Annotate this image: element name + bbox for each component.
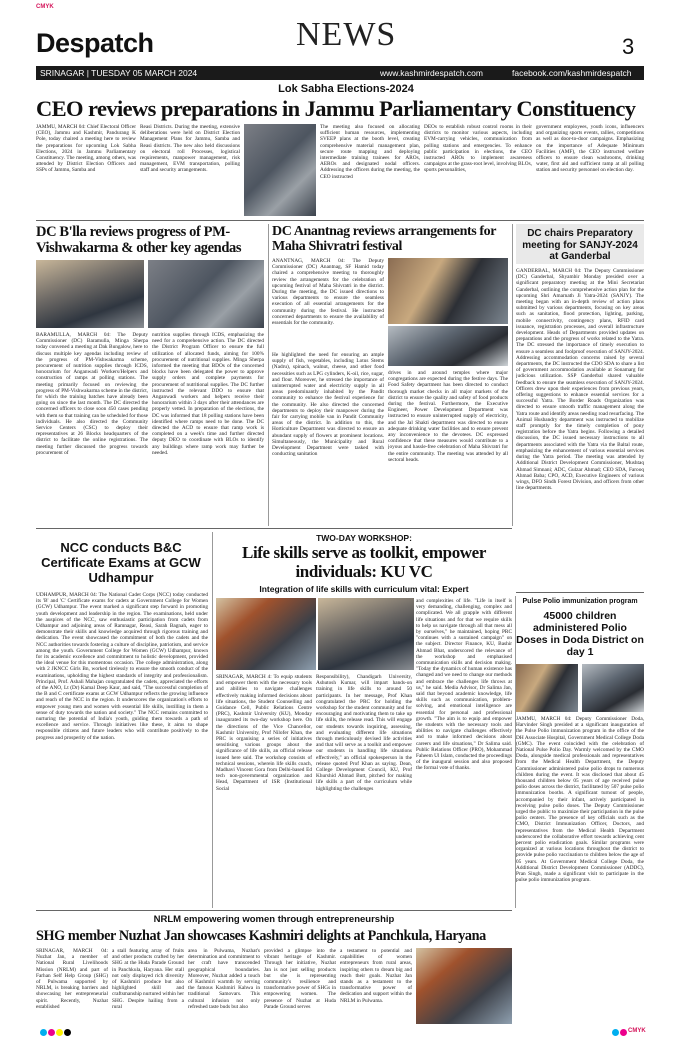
rule-ganderbal xyxy=(516,592,644,593)
polio-photo-1 xyxy=(516,664,578,712)
lead-col-4: DEOs to establish robust control rooms in their districts to monitor various aspects, including EVM-carrying vehicles, communication from polling stations and emergencies. To enhance public participation in elections, the CEO instructed AROs to implement awareness campaigns at the grass-root level, involving BLOs, sports personalities, xyxy=(424,124,532,174)
facebook-link[interactable]: facebook.com/kashmirdespatch xyxy=(512,68,632,78)
divider-baramulla xyxy=(268,224,269,526)
anantnag-col-1b: He highlighted the need for ensuring an ample supply of fish, vegetables, including Lotus Stems (Nadru), spinach, walnut, cheese, and other food necessities such as LPG cylinders, K-oil, rice, sugar, and flour. Moreover, he stressed the importance of uninterrupted water and electricity supply in all areas predominantly inhabited by the Pandit community to enhance the festival experience for the community. He also directed the concerned departments to deploy their manpower during the fair for carrying mobile van in Pandit Community areas of the district. In addition to this, the Horticulture Department was directed to ensure an abundant supply of flowers at prominent locations. Simultaneously, the Municipality and Rural Development Department were tasked with conducting sanitation xyxy=(272,352,384,458)
shg-col-2: a stall featuring array of fruits and other products crafted by her SHG at the Huda Parade Ground in Panchkula, Haryana. Her stall not only displayed rich diversity of Kashmiri produce but also highlighted skill and craftsmanship nurtured within her SHG. Despite hailing from a rural xyxy=(112,948,184,1010)
polio-photo-2 xyxy=(582,664,644,712)
kuvc-col-3: and complexities of life. "Life in itself is very demanding, challenging, complex and complicated. We all grapple with different life situations and for that we require skills to help us navigate through all that mess all by ourselves," he maintained, hoping PRC "continues with a sustained campaign" on the subject. Director Finance, KU, Bashir Ahmad Bhat, underscored the relevance of the workshop and emphasised communication skills and decision making. "Today the dynamics of human existence has changed and we need to change our methods and embrace the challenges life throws at us," he said. Media Advisor, Dr Salima Jan, said that beyond academic knowledge, life skills such as communication, problem-solving, and emotional intelligence are essential for personal and professional growth. "The aim is to equip and empower the students with the necessary tools and abilities to navigate challenges effectively and to make informed decisions about careers and life situations," Dr Salima said. Public Relations Officer (PRO), Mohammad Faheem Ul Islam, conducted the proceedings of the inaugural session and also proposed the formal vote of thanks. xyxy=(416,598,512,772)
lead-col-2: Reasi Districts. During the meeting, extensive deliberations were held on District Election Management Plans for Jammu, Samba and Reasi districts. The new also held discussions on electoral roll Processes, logistical requirements, manpower management, risk management, EVM transportation, polling staff and security arrangements. xyxy=(140,124,240,174)
kuvc-col-1: SRINAGAR, MARCH 4: To equip students and empower them with the necessary tools and abilities to navigate challenges effectively making informed decisions about life situations, the Student Counselling and Guidance Cell, Public Relations Centre (PRC), Kashmir University (KU), Monday inaugurated its two-day workshop here. On the directions of the Vice Chancellor, Kashmir University, Prof Nilofer Khan, the PRC is organising a series of initiatives sensitising various groups about the significance of life skills, an official release issued here said. The workshop consists of technical sessions, wherein life skills coach, Madhavi Vincent Gora from Delhi-based Ed tech non-governmental organization and Head, Department of ISR (Institutional Social xyxy=(216,674,312,792)
polio-body: JAMMU, MARCH 04: Deputy Commissioner Doda, Harvinder Singh presided at a significant inauguration of the Pulse Polio immunization program in the office of the DH Associate Hospital, Government Medical College Doda (GMC). The event coincided with the celebration of National Pulse Polio Day. Warmly welcomed by the CMO Doda, alongside medical professionals and representatives from the Medical Health Department, the Deputy Commissioner administered pulse polio drops to numerous children during the event. It was disclosed that about 45 thousand children below 05 years of age received pulse polio doses across the district, facilitated by 507 pulse polio immunization booths. A significant turnout of people, accompanied by their infant, actively participated in receiving pulse polio doses. The Deputy Commissioner urged the public to maximize their participation in the pulse polio centers. The presence of key officials such as the CMO, District Immunization Officer, Doctors, and representatives from the Medical Health Department underscored the collaborative effort towards achieving cent percent polio eradication goals. Similar programs were organized at various locations throughout the district to provide pulse polio vaccination to children below the age of 05 years. At Government Medical College Doda, the Additional District Development Commissioner (ADDC), Pran Singh, made a significant visit to participate in the pulse polio immunization program. xyxy=(516,716,644,884)
masthead-section: NEWS xyxy=(296,16,397,53)
kuvc-kicker: TWO-DAY WORKSHOP: xyxy=(316,533,412,543)
ncc-body: UDHAMPUR, MARCH 04: The National Cadet Corps (NCC) today conducted its 'B' and 'C' Certificate exams for cadets at Government College for Women (GCW) Udhampur. The event marked a significant step forward in promoting youth development and leadership in the region. The examinations, held under the auspices of the NCC, saw enthusiastic participation from cadets from Udhampur and adjoining areas of Ramnagar, Reasi, Sarah Bagnah, eager to demonstrate their skills and knowledge acquired through rigorous training and dedication. The event showcased the commitment of both the cadets and the NCC authorities towards fostering a culture of discipline, patriotism, and service among the youth. Government College for Women (GCW) Udhampur, known for its academic excellence and commitment to holistic development, provided the ideal venue for this momentous occasion. The college administration, along with 2 JKNCC Girls Bn, worked tirelessly to ensure the smooth conduct of the examinations, upholding the highest standards of integrity and professionalism. Principal, Prof. Ashali Mahajan congratulated the cadets, appreciated the efforts of the ANO, Lt (Dr) Kamal Deep Kaur, and said, "The successful completion of the B and C certificate exams at GCW Udhampur reflects the growing influence and reach of the NCC in the region. It underscores the organization's efforts to empower young men and women with essential life skills, instilling in them a sense of duty towards the nation and society." The NCC remains committed to nurturing the potential of India's youth, guiding them towards a path of excellence and service. Through initiatives like these, it aims to shape responsible citizens and future leaders who will contribute positively to the progress and prosperity of the nation. xyxy=(36,592,208,741)
shg-headline: SHG member Nuzhat Jan showcases Kashmiri delights at Panchkula, Haryana xyxy=(36,928,486,944)
masthead-page-number: 3 xyxy=(622,34,635,59)
anantnag-photo-2 xyxy=(388,326,508,366)
lead-col-1: JAMMU, MARCH 04: Chief Electoral Officer (CEO), Jammu and Kashmir, Pandurang K Pole, today chaired a meeting here to review the preparations for upcoming Lok Sabha Elections, 2024 in Jammu Parliamentary Constituency. The meeting, among others, was attended by District Election Officers and SSPs of Jammu, Samba and xyxy=(36,124,136,174)
kuvc-photo-2 xyxy=(318,598,414,670)
baramulla-col-1: BARAMULLA, MARCH 04: The Deputy Commissioner (DC) Baramulla, Minga Sherpa today convened a meeting at Dak Bungalow, here to discuss multiple key agendas including review of the progress of PM-Vishwakarma scheme, procurement of nutrition supplies through ICDS, honorarium for Anganwadi Workers/Helpers and construction of ramps at polling stations. The meeting primarily focused on reviewing the progress of PM-Vishwakarma scheme in the district, for which the training batches have already been going on since the last month. The DC directed the concerned officers to close soon 450 cases pending with them so that training can be scheduled for those individuals. He also directed the Community Service Centers (CSC) to deploy their representatives at 26 Blocks headquarters of the district to facilitate the online registrations. The meeting further discussed the progress towards procurement of xyxy=(36,332,148,456)
shg-col-3: area in Pulwama, Nuzhat's determination and commitment to her craft have transcended geographical boundaries. Moreover, Nuzhat added a touch of Kashmiri warmth by serving the famous Kashmiri Kahwa in traditional Samovars. This cultural infusion not only refreshed taste buds but also xyxy=(188,948,260,1010)
anantnag-col-1a: ANANTNAG, MARCH 04: The Deputy Commissioner (DC) Anantnag, SF Hamid today chaired a comprehensive meeting to thoroughly review the arrangements for the celebration of upcoming festival of Maha Shivratri in the district. During the meeting, the DC issued directions to various departments to ensure the seamless execution of all essential arrangements for the community during the festival. He instructed concerned departments to ensure the availability of essentials for the community. xyxy=(272,258,384,327)
ncc-headline: NCC conducts B&C Certificate Exams at GCW Udhampur xyxy=(41,540,201,585)
shg-col-5: a testament to potential and capabilities of women entrepreneurs from rural areas, inspiring others to dream big and reach their goals. Nuzhat Jan stands as a testament to the transformative power of dedication and support within the NRLM in Pulwama. xyxy=(340,948,412,1004)
divider-ncc xyxy=(212,532,213,908)
baramulla-col-2: nutrition supplies through ICDS, emphasizing the need for a comprehensive action. The DC directed the District Program Officer to ensure the full utilization of allocated funds, aiming for 100% procurement of nutritional supplies. Minga Sherpa informed the meeting that BDOs of the concerned blocks have been delegated the power to approve supply orders and complete payments for procurement of nutritional supplies. The DC further instructed the relevant DDO to ensure that Anganwadi workers and helpers receive their honorarium within 3 days after their attendances are properly vetted. In preparation of the elections, the DC was informed that 18 polling stations have been identified where ramps need to be done. The DC directed the ACD to ensure that ramp work is completed on a week's time and further directed deputy DEO to coordinate with BLOs to identify any buildings where ramp work may further be needed. xyxy=(152,332,264,456)
lead-headline: CEO reviews preparations in Jammu Parliamentary Constituency xyxy=(36,96,636,121)
ganderbal-headline: DC chairs Preparatory meeting for SANJY-2024 at Ganderbal xyxy=(522,228,638,262)
ganderbal-body: GANDERBAL, MARCH 04: The Deputy Commissioner (DC) Ganderbal, Shyambir Monday presided over a significant preparatory meeting at the Mini Secretariat Ganderbal, outlining the comprehensive action plan for the upcoming Shri Amarnath Ji Yatra-2024 (SANJY). The meeting began with an in-depth review of action plans submitted by various departments, focusing on key areas such as sanitation, flood protection, lighting, parking, mobile connectivity, contingency plans, RFID card issuance, registration processes, and overall infrastructure development. Heads of Departments provided updates on preparations and the progress of works related to the Yatra. The DC stressed the importance of timely execution to ensure a seamless and foolproof execution of SANJY-2024. Addressing accommodation concerns raised by several departments, the DC instructed the CDO SDA to share a list of government accommodation available at Sonamarg for judicious utilization. SSP Ganderbal shared valuable feedback to ensure the seamless execution of SANJY-2024. Officers drew upon their experiences from previous years, offering suggestions to enhance essential services for a successful Yatra. The Border Roads Organization was directed to ensure smooth traffic management along the Yatra route and identify areas needing road resurfacing. The Animal Husbandry department was instructed to mobilize staff promptly for the timely completion of pony registration before the Yatra begins. Following a detailed discussion, the DC issued necessary instructions to all departments associated with the Yatra via the Baltal route, emphasizing the enhancement of various essential services during the Yatra period. The meeting was attended by Additional District Development Commissioner, Mushtaq Ahmad Simnani; ADC, Gulzar Ahmad; CEO SDA, Farooq Ahmad Baba; CPO, ACD, Executive Engineers of various wings, DFO Sindh Forest Division, and officers from other line departments. xyxy=(516,268,644,492)
rule-middle xyxy=(36,528,512,529)
kuvc-col-2: Responsibility), Chandigarh University, Ashutosh Kumar, will impart hands-on training in life skills to around 50 participants. In her message, Prof Khan congratulated the PRC for holding the workshop for the student community and for encouraging and motivating them to take up life skills, the release read. This will engage our students towards inquiring, assessing, and evaluating different life situations through meticulously devised life activities and that will serve as a toolkit and empower our students in handling life situations effectively," an official spokesperson in the release quoted Prof Khan as saying. Dean, College Development Council, KU, Prof Khurshid Ahmad Butt, pitched for making life skills a part of the curriculum while highlighting the challenges xyxy=(316,674,412,792)
lead-col-3: The meeting also focused on allocating sufficient human resources, implementing SVEEP plans at the booth level, creating comprehensive material management plan, secure route mapping and deploying intermediate training trainees for AROs, AEROs and designated nodal officers. Addressing the officers during the meeting, the CEO instructed xyxy=(320,124,420,180)
baramulla-photo-2 xyxy=(148,260,264,328)
cmyk-mark-top: CMYK xyxy=(36,4,54,10)
shg-col-4: provided a glimpse into the vibrant heritage of Kashmir. Through her initiative, Nuzhat Jan is not just selling products but she is representing community's resilience and transformative power of SHGs in empowering women. The presence of Nuzhat at Huda Parade Ground serves xyxy=(264,948,336,1010)
anantnag-col-2: drives in and around temples where major congregations are expected during the festive days. The Food Safety department has been directed to conduct thorough market checks in all major markets of the district to ensure the quality and safety of food products during the festival. Furthermore, the Executive Engineer, Power Development Department was instructed to ensure uninterrupted supply of electricity, and the Jal Shakti department was directed to ensure adequate drinking water facilities and to ensure prevent any inconvenience to the devotees. DC expressed confidence that these measures would contribute to a joyous and hassle-free celebration of Maha Shivratri for the entire community. The meeting was attended by all sectoral heads. xyxy=(388,370,508,463)
kuvc-subhead: Integration of life skills with curriculum vital: Expert xyxy=(259,584,469,594)
kuvc-photo-1 xyxy=(216,598,316,670)
kuvc-headline: Life skills serve as toolkit, empower individuals: KU VC xyxy=(242,543,486,581)
rule-bottom xyxy=(36,910,512,911)
anantnag-headline: DC Anantnag reviews arrangements for Maha Shivratri festival xyxy=(272,224,496,254)
shg-kicker: NRLM empowering women through entrepreneurship xyxy=(153,914,395,925)
baramulla-headline: DC B'lla reviews progress of PM-Vishwakarma & other key agendas xyxy=(36,224,242,256)
divider-anantnag xyxy=(512,224,513,526)
anantnag-photo-1 xyxy=(388,258,508,324)
masthead-brand: Despatch xyxy=(36,28,154,58)
polio-kicker: Pulse Polio immunization program xyxy=(522,598,638,605)
website-link[interactable]: www.kashmirdespatch.com xyxy=(380,68,483,78)
rule-lead xyxy=(36,220,644,221)
cmyk-mark-bottom: CMYK xyxy=(628,1028,646,1034)
shg-photo xyxy=(416,948,512,1024)
lead-photo-ceo xyxy=(244,124,316,216)
shg-col-1: SRINAGAR, MARCH 04: Nuzhat Jan, a member of National Rural Livelihoods Mission (NRLM) and part of Farhan Self Help Group (SHG) of Pulwama supported by NRLM, is breaking barriers and showcasing her entrepreneurial spirit. Recently, Nuzhat established xyxy=(36,948,108,1010)
dateline: SRINAGAR | TUESDAY 05 MARCH 2024 xyxy=(40,68,198,78)
lead-kicker: Lok Sabha Elections-2024 xyxy=(278,83,414,95)
baramulla-photo-1 xyxy=(36,260,144,328)
polio-headline: 45000 children administered Polio Doses in Doda District on day 1 xyxy=(516,610,644,658)
lead-col-5: government employees, youth icons, influencers and organizing sports events, rallies, competitions as well as door-to-door campaigns. Emphasizing on the importance of Adequate Minimum Facilities (AMF), the CEO instructed welfare officers to ensure clean washrooms, drinking water, first aid and sufficient ramp at all polling station and security personnel on election day. xyxy=(536,124,644,174)
